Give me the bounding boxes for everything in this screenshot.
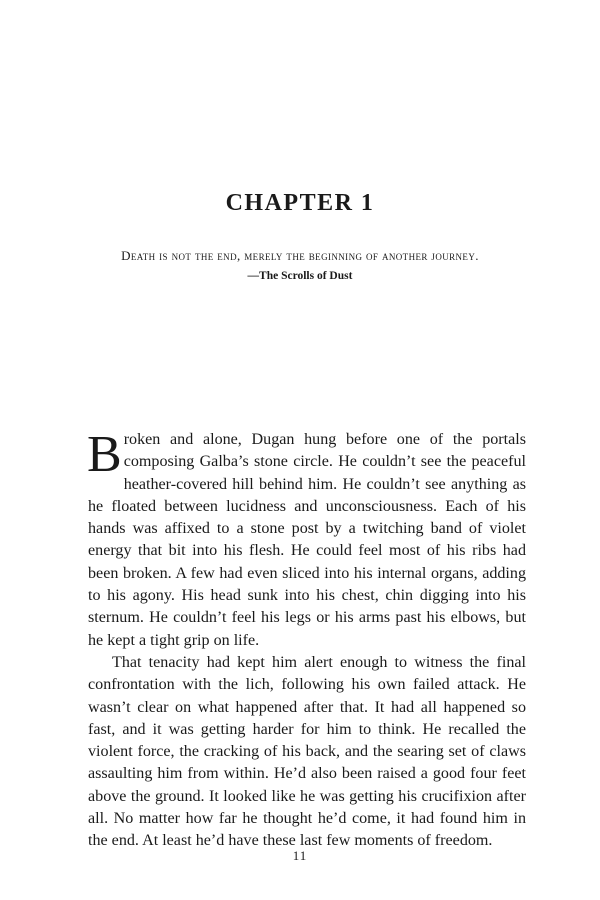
drop-cap: B — [87, 426, 122, 483]
paragraph-1-text: roken and alone, Dugan hung before one of the portals composing Galba’s stone circle. He couldn’t see the peaceful heather-covered hill behind him. He couldn’t see anything as he floated between lucidness and unconsciousness. Each of his hands was affixed to a stone post by a twitching band of violet energy that bit into his flesh. He could feel most of his ribs had been broken. A few had even sliced into his internal organs, adding to his agony. His head sunk into his chest, chin digging into his sternum. He couldn’t feel his legs or his arms past his elbows, but he kept a tight grip on life. — [88, 431, 526, 649]
paragraph-1 — [87, 426, 526, 652]
chapter-body — [87, 426, 526, 853]
chapter-title: CHAPTER 1 — [225, 190, 375, 216]
page-number: 11 — [292, 848, 308, 863]
epigraph-source: —The Scrolls of Dust — [247, 270, 353, 282]
epigraph-quote: Death is not the end, merely the beginning of another journey. — [121, 248, 479, 263]
paragraph-2: That tenacity had kept him alert enough to witness the final confrontation with the lich, following his own failed attack. He wasn’t clear on what happened after that. It had all happened so fast, and it was getting harder for him to think. He recalled the violent force, the cracking of his back, and the searing set of claws assaulting him from within. He’d also been raised a good four feet above the ground. It looked like he was getting his crucifixion after all. No matter how far he thought he’d come, it had found him in the end. At least he’d have these last few moments of freedom. — [88, 653, 526, 850]
epigraph — [0, 248, 600, 283]
